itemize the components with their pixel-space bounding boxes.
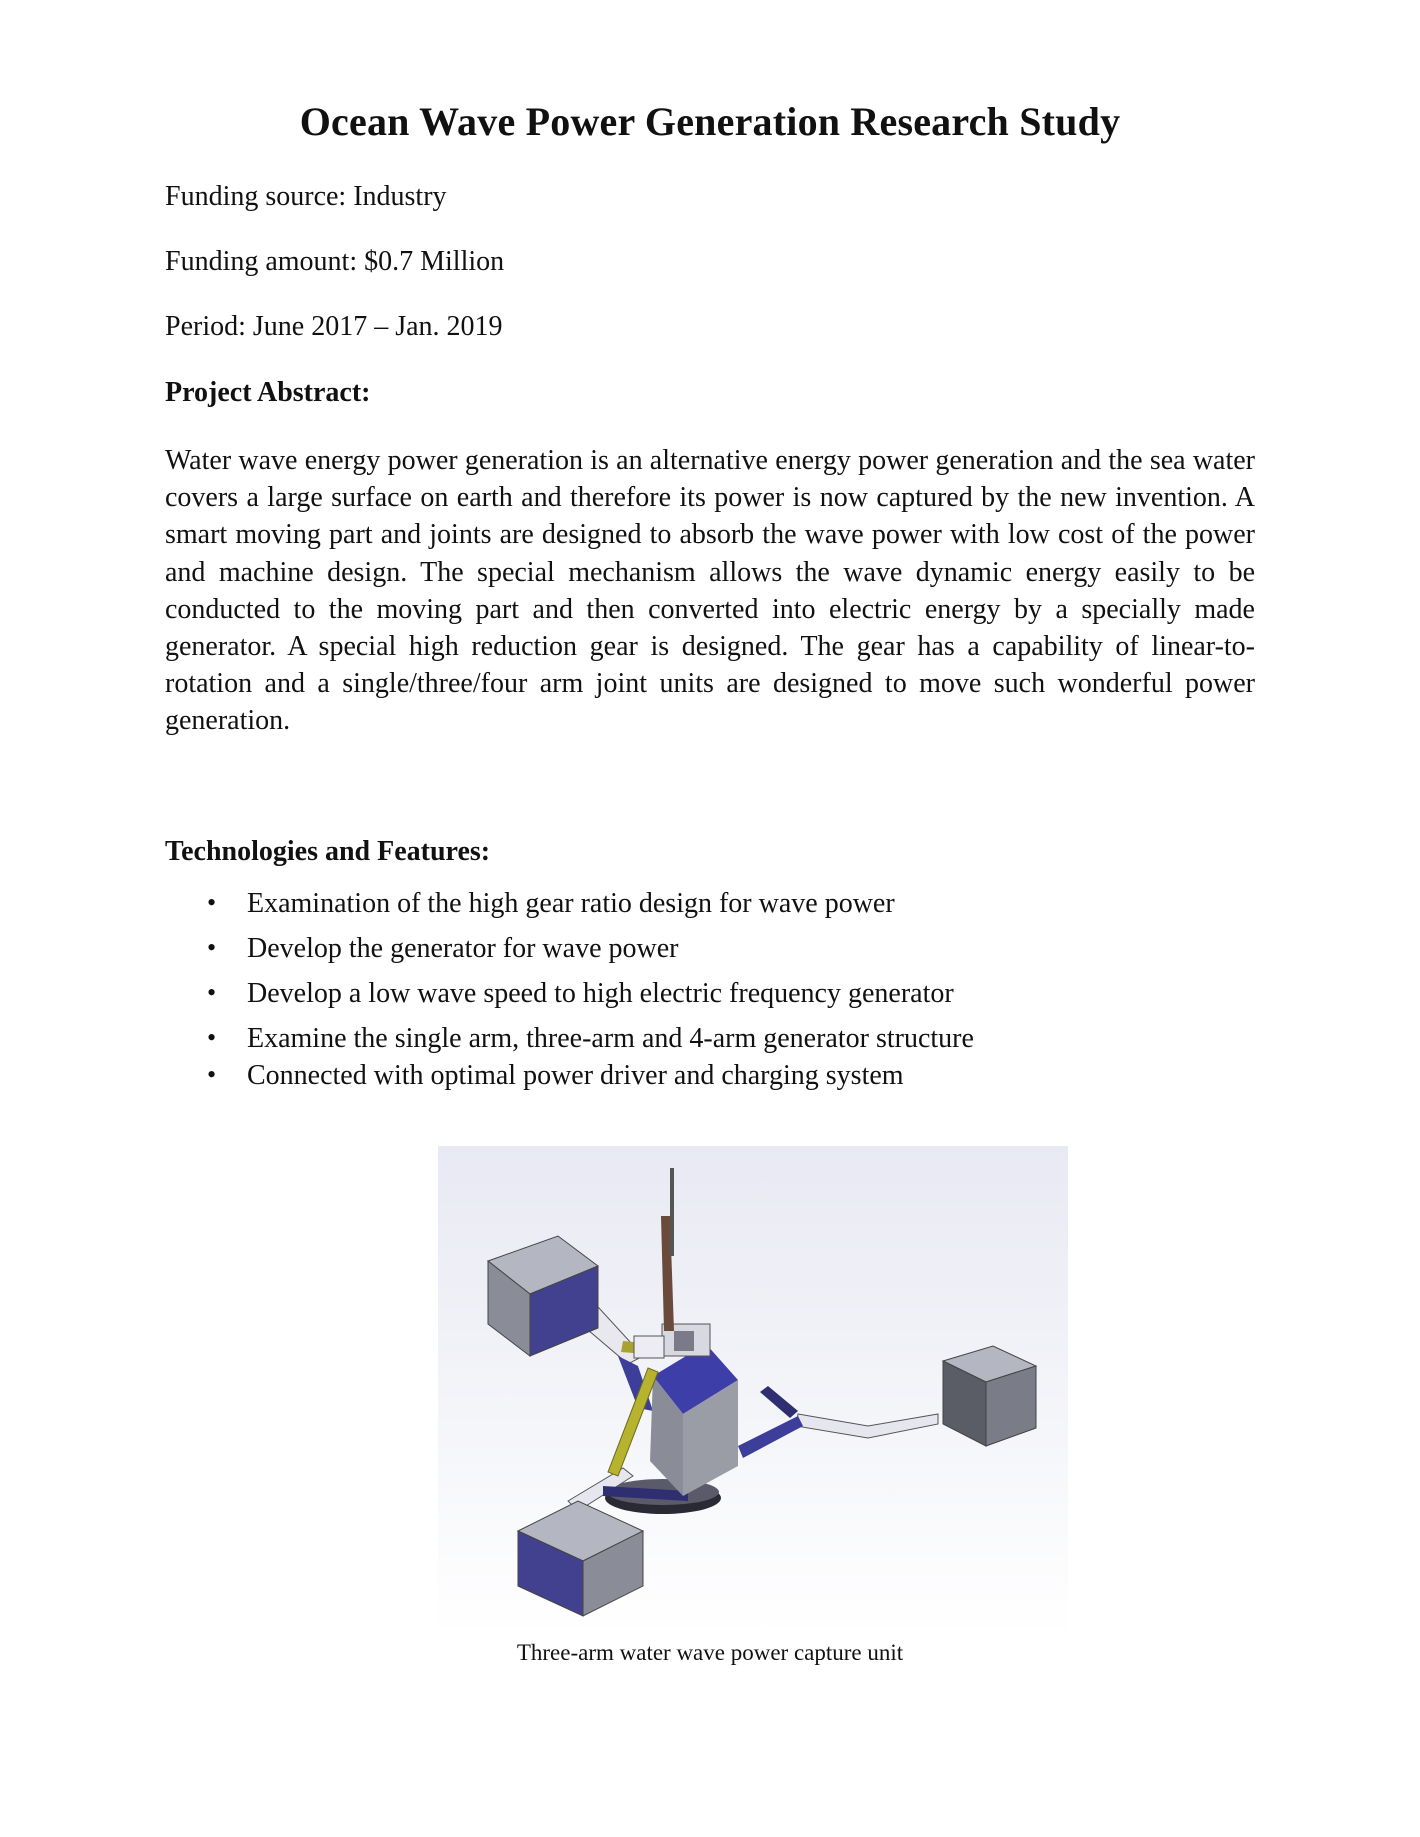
funding-source: Funding source: Industry (165, 181, 447, 212)
bullet-icon: • (207, 933, 217, 962)
feature-item (165, 888, 1265, 920)
generator-core (674, 1331, 694, 1351)
feature-text: Examination of the high gear ratio design for wave power (247, 888, 895, 919)
features-heading: Technologies and Features: (165, 836, 491, 867)
feature-item (165, 1060, 1265, 1092)
bullet-icon: • (207, 888, 217, 917)
bullet-icon: • (207, 978, 217, 1007)
mast-rod (670, 1168, 674, 1256)
project-period: Period: June 2017 – Jan. 2019 (165, 311, 503, 342)
generator-left-body (634, 1336, 664, 1358)
feature-item (165, 933, 1265, 965)
funding-amount: Funding amount: $0.7 Million (165, 246, 505, 277)
feature-text: Connected with optimal power driver and charging system (247, 1060, 904, 1091)
feature-text: Examine the single arm, three-arm and 4-arm generator structure (247, 1023, 974, 1054)
abstract-text: Water wave energy power generation is an alternative energy power generation and the sea water covers a large surface on earth and therefore its power is now captured by the new invention. A smart moving part and joints are designed to absorb the wave power with low cost of the power and machine design. The special mechanism allows the wave dynamic energy easily to be conducted to the moving part and then converted into electric energy by a specially made generator. A special high reduction gear is designed. The gear has a capability of linear-to-rotation and a single/three/four arm joint units are designed to move such wonderful power generation. (165, 445, 1255, 737)
bullet-icon: • (207, 1023, 217, 1052)
wave-power-unit-figure (438, 1146, 1068, 1637)
feature-text: Develop the generator for wave power (247, 933, 679, 964)
features-list (165, 888, 1265, 1092)
abstract-heading: Project Abstract: (165, 377, 371, 408)
feature-item (165, 1023, 1265, 1055)
arm-right-rod (796, 1414, 938, 1438)
figure-caption: Three-arm water wave power capture unit (516, 1640, 904, 1665)
feature-text: Develop a low wave speed to high electric frequency generator (247, 978, 954, 1009)
bullet-icon: • (207, 1060, 217, 1089)
arm-right-blue (738, 1416, 803, 1458)
feature-item (165, 978, 1265, 1010)
page-title: Ocean Wave Power Generation Research Study (299, 99, 1121, 144)
three-arm-unit-illustration (438, 1146, 1068, 1637)
arm-right-strut (760, 1386, 798, 1418)
